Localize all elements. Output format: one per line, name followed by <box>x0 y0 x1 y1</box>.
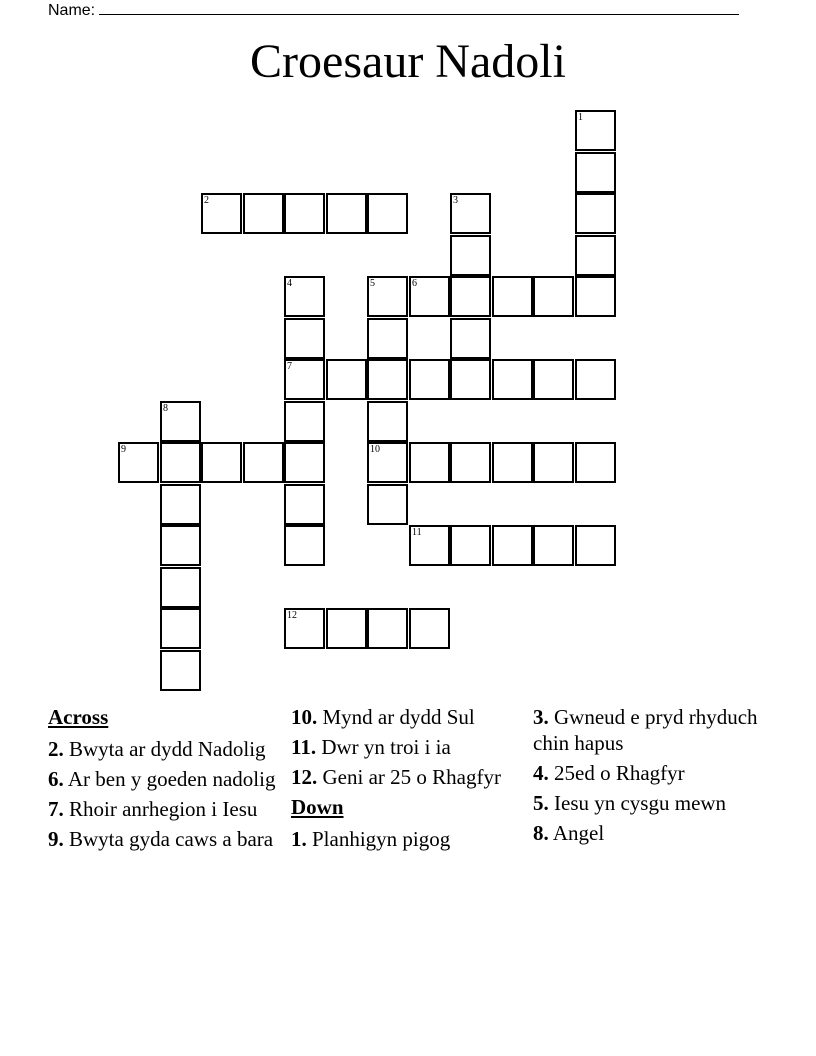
clue-number: 4 <box>287 278 292 289</box>
clue-item <box>533 704 763 756</box>
clue-item <box>48 796 278 822</box>
clue-num: 5. <box>533 791 549 815</box>
clue-item <box>48 766 278 792</box>
clue-number: 7 <box>287 361 292 372</box>
crossword-cell[interactable] <box>533 442 574 483</box>
clue-number: 11 <box>412 527 422 538</box>
crossword-cell[interactable] <box>367 442 408 483</box>
clue-num: 4. <box>533 761 549 785</box>
crossword-cell[interactable] <box>409 608 450 649</box>
clue-number: 5 <box>370 278 375 289</box>
clue-number: 8 <box>163 403 168 414</box>
crossword-cell[interactable] <box>326 359 367 400</box>
crossword-cell[interactable] <box>118 442 159 483</box>
clues-column-2 <box>291 704 521 856</box>
crossword-cell[interactable] <box>492 276 533 317</box>
crossword-cell[interactable] <box>492 525 533 566</box>
crossword-cell[interactable] <box>575 276 616 317</box>
crossword-cell[interactable] <box>326 193 367 234</box>
crossword-cell[interactable] <box>160 650 201 691</box>
crossword-cell[interactable] <box>492 359 533 400</box>
crossword-cell[interactable] <box>160 567 201 608</box>
clue-item <box>291 764 521 790</box>
clue-item <box>48 826 278 852</box>
crossword-cell[interactable] <box>284 525 325 566</box>
clue-text: Planhigyn pigog <box>306 827 451 851</box>
clue-num: 9. <box>48 827 64 851</box>
crossword-cell[interactable] <box>201 193 242 234</box>
clue-number: 1 <box>578 112 583 123</box>
crossword-cell[interactable] <box>284 276 325 317</box>
crossword-cell[interactable] <box>575 235 616 276</box>
crossword-cell[interactable] <box>284 442 325 483</box>
crossword-cell[interactable] <box>575 193 616 234</box>
clue-text: Iesu yn cysgu mewn <box>548 791 727 815</box>
clue-text: Ar ben y goeden nadolig <box>63 767 276 791</box>
crossword-cell[interactable] <box>367 484 408 525</box>
clue-item <box>291 734 521 760</box>
clue-text: Bwyta gyda caws a bara <box>63 827 274 851</box>
crossword-cell[interactable] <box>284 318 325 359</box>
crossword-cell[interactable] <box>575 110 616 151</box>
crossword-cell[interactable] <box>160 401 201 442</box>
down-heading: Down <box>291 795 344 819</box>
clue-num: 11. <box>291 735 317 759</box>
crossword-cell[interactable] <box>409 525 450 566</box>
clue-num: 12. <box>291 765 318 789</box>
clue-num: 7. <box>48 797 64 821</box>
crossword-cell[interactable] <box>575 152 616 193</box>
across-heading: Across <box>48 705 109 729</box>
crossword-cell[interactable] <box>367 401 408 442</box>
clue-number: 3 <box>453 195 458 206</box>
crossword-cell[interactable] <box>326 608 367 649</box>
clue-number: 2 <box>204 195 209 206</box>
crossword-cell[interactable] <box>575 442 616 483</box>
clue-text: Mynd ar dydd Sul <box>317 705 475 729</box>
clue-text: Dwr yn troi i ia <box>316 735 451 759</box>
clue-text: Angel <box>548 821 605 845</box>
clue-item <box>533 760 763 786</box>
crossword-cell[interactable] <box>367 359 408 400</box>
clue-text: 25ed o Rhagfyr <box>548 761 685 785</box>
clue-num: 8. <box>533 821 549 845</box>
clue-number: 6 <box>412 278 417 289</box>
crossword-cell[interactable] <box>533 276 574 317</box>
crossword-cell[interactable] <box>160 525 201 566</box>
crossword-cell[interactable] <box>160 442 201 483</box>
crossword-cell[interactable] <box>201 442 242 483</box>
clue-number: 12 <box>287 610 297 621</box>
crossword-cell[interactable] <box>450 235 491 276</box>
clues-column-3 <box>533 704 763 850</box>
clue-num: 3. <box>533 705 549 729</box>
crossword-cell[interactable] <box>575 359 616 400</box>
clue-num: 1. <box>291 827 307 851</box>
crossword-cell[interactable] <box>575 525 616 566</box>
clue-num: 2. <box>48 737 64 761</box>
crossword-cell[interactable] <box>284 484 325 525</box>
crossword-cell[interactable] <box>243 193 284 234</box>
crossword-cell[interactable] <box>367 276 408 317</box>
crossword-cell[interactable] <box>450 525 491 566</box>
clue-item <box>533 790 763 816</box>
clue-item <box>533 820 763 846</box>
crossword-cell[interactable] <box>284 401 325 442</box>
crossword-cell[interactable] <box>450 193 491 234</box>
clue-item <box>291 704 521 730</box>
clue-number: 10 <box>370 444 380 455</box>
clue-num: 6. <box>48 767 64 791</box>
crossword-cell[interactable] <box>450 318 491 359</box>
crossword-cell[interactable] <box>450 276 491 317</box>
crossword-cell[interactable] <box>409 442 450 483</box>
crossword-cell[interactable] <box>367 318 408 359</box>
clue-text: Gwneud e pryd rhyduch chin hapus <box>533 705 758 755</box>
clue-number: 9 <box>121 444 126 455</box>
crossword-cell[interactable] <box>243 442 284 483</box>
crossword-cell[interactable] <box>160 484 201 525</box>
clue-text: Bwyta ar dydd Nadolig <box>63 737 266 761</box>
clue-item <box>291 826 521 852</box>
crossword-cell[interactable] <box>450 359 491 400</box>
crossword-cell[interactable] <box>284 608 325 649</box>
crossword-cell[interactable] <box>533 525 574 566</box>
crossword-cell[interactable] <box>367 193 408 234</box>
clue-item <box>48 736 278 762</box>
name-label: Name: <box>48 2 96 19</box>
clues-column-1 <box>48 704 278 856</box>
crossword-cell[interactable] <box>492 442 533 483</box>
crossword-cell[interactable] <box>409 359 450 400</box>
clue-text: Rhoir anrhegion i Iesu <box>63 797 258 821</box>
crossword-cell[interactable] <box>284 359 325 400</box>
clue-num: 10. <box>291 705 318 729</box>
crossword-cell[interactable] <box>409 276 450 317</box>
page-title: Croesaur Nadoli <box>250 35 566 88</box>
clue-text: Geni ar 25 o Rhagfyr <box>317 765 501 789</box>
crossword-cell[interactable] <box>284 193 325 234</box>
crossword-cell[interactable] <box>450 442 491 483</box>
crossword-cell[interactable] <box>533 359 574 400</box>
crossword-cell[interactable] <box>367 608 408 649</box>
crossword-cell[interactable] <box>160 608 201 649</box>
